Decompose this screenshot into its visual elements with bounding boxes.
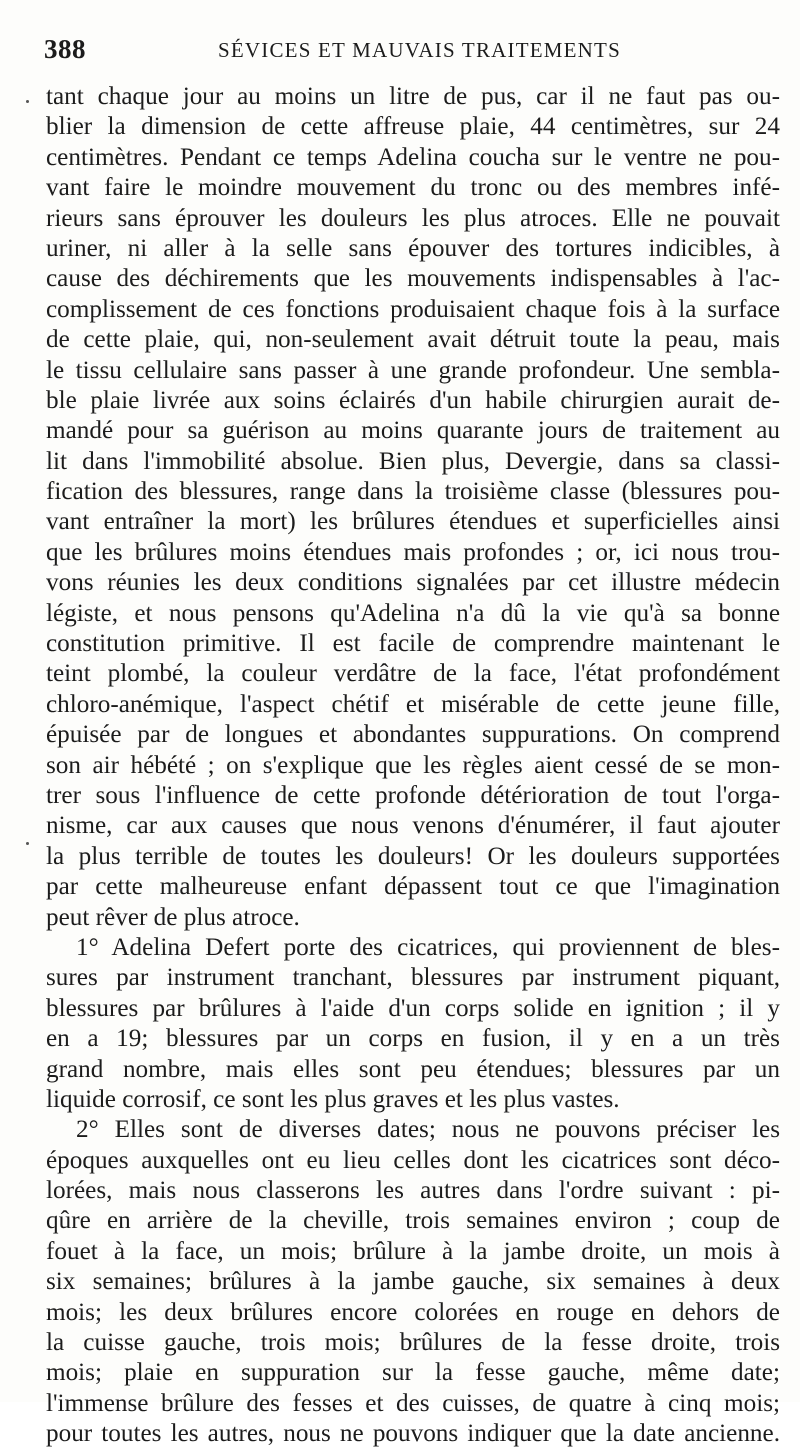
- text-line: mandé pour sa guérison au moins quarante jours de traitement au: [46, 417, 780, 445]
- text-line: de cette plaie, qui, non-seulement avait détruit toute la peau, mais: [46, 326, 780, 354]
- text-line: lit dans l'immobilité absolue. Bien plus, Devergie, dans sa classi-: [46, 447, 780, 475]
- text-line: vant faire le moindre mouvement du tronc ou des membres infé-: [46, 174, 780, 202]
- text-line: que les brûlures moins étendues mais profondes ; or, ici nous trou-: [46, 538, 780, 566]
- text-line: lorées, mais nous classerons les autres dans l'ordre suivant : pi-: [46, 1177, 780, 1205]
- body-text: [46, 82, 780, 1448]
- page-number: 388: [44, 34, 86, 64]
- text-line: centimètres. Pendant ce temps Adelina coucha sur le ventre ne pou-: [46, 143, 780, 171]
- text-line: le tissu cellulaire sans passer à une grande profondeur. Une sembla-: [46, 356, 780, 384]
- text-line: rieurs sans éprouver les douleurs les plus atroces. Elle ne pouvait: [46, 204, 780, 232]
- text-line: constitution primitive. Il est facile de comprendre maintenant le: [46, 630, 780, 658]
- numbered-paragraph-start: 2° Elles sont de diverses dates; nous ne pouvons préciser les: [76, 1116, 780, 1144]
- text-line: tant chaque jour au moins un litre de pus, car il ne faut pas ou-: [46, 83, 780, 110]
- text-line: sures par instrument tranchant, blessures par instrument piquant,: [46, 964, 780, 992]
- text-line: époques auxquelles ont eu lieu celles dont les cicatrices sont déco-: [46, 1146, 780, 1174]
- text-line: grand nombre, mais elles sont peu étendues; blessures par un: [46, 1055, 780, 1083]
- text-line: chloro-anémique, l'aspect chétif et misérable de cette jeune fille,: [46, 690, 780, 718]
- text-line: pour toutes les autres, nous ne pouvons indiquer que la date ancienne.: [46, 1420, 780, 1448]
- text-line: son air hébété ; on s'explique que les règles aient cessé de se mon-: [46, 751, 780, 779]
- text-line: par cette malheureuse enfant dépassent tout ce que l'imagination: [46, 873, 780, 901]
- text-line: la plus terrible de toutes les douleurs! Or les douleurs supportées: [46, 842, 780, 870]
- text-line: épuisée par de longues et abondantes suppurations. On comprend: [46, 721, 780, 749]
- numbered-paragraph-start: 1° Adelina Defert porte des cicatrices, qui proviennent de bles-: [76, 933, 780, 961]
- text-line: mois; les deux brûlures encore colorées en rouge en dehors de: [46, 1298, 780, 1326]
- text-line: cause des déchirements que les mouvements indispensables à l'ac-: [46, 265, 780, 293]
- margin-speck: [26, 100, 29, 103]
- text-line: la cuisse gauche, trois mois; brûlures de la fesse droite, trois: [46, 1329, 780, 1357]
- text-line: fouet à la face, un mois; brûlure à la jambe droite, un mois à: [46, 1237, 780, 1265]
- text-line: blessures par brûlures à l'aide d'un corps solide en ignition ; il y: [46, 994, 780, 1022]
- text-line: qûre en arrière de la cheville, trois semaines environ ; coup de: [46, 1207, 780, 1235]
- text-line: l'immense brûlure des fesses et des cuisses, de quatre à cinq mois;: [46, 1389, 780, 1417]
- text-line: mois; plaie en suppuration sur la fesse gauche, même date;: [46, 1359, 780, 1387]
- text-line: uriner, ni aller à la selle sans épouver des tortures indicibles, à: [46, 234, 780, 262]
- text-line: fication des blessures, range dans la troisième classe (blessures pou-: [46, 478, 780, 506]
- paragraph-end-line: liquide corrosif, ce sont les plus graves et les plus vastes.: [46, 1085, 620, 1113]
- text-line: blier la dimension de cette affreuse plaie, 44 centimètres, sur 24: [46, 113, 780, 141]
- text-line: ble plaie livrée aux soins éclairés d'un habile chirurgien aurait de-: [46, 386, 780, 414]
- text-line: nisme, car aux causes que nous venons d'énumérer, il faut ajouter: [46, 812, 780, 840]
- text-line: légiste, et nous pensons qu'Adelina n'a dû la vie qu'à sa bonne: [46, 599, 780, 627]
- paragraph-end-line: peut rêver de plus atroce.: [46, 903, 300, 931]
- text-line: vons réunies les deux conditions signalées par cet illustre médecin: [46, 569, 780, 597]
- text-line: vant entraîner la mort) les brûlures étendues et superficielles ainsi: [46, 508, 780, 536]
- margin-speck: [26, 842, 29, 845]
- running-head: [44, 34, 764, 70]
- text-line: teint plombé, la couleur verdâtre de la face, l'état profondément: [46, 660, 780, 688]
- text-line: six semaines; brûlures à la jambe gauche, six semaines à deux: [46, 1268, 780, 1296]
- running-title: SÉVICES ET MAUVAIS TRAITEMENTS: [218, 38, 621, 62]
- text-line: trer sous l'influence de cette profonde détérioration de tout l'orga-: [46, 781, 780, 809]
- text-line: en a 19; blessures par un corps en fusion, il y en a un très: [46, 1025, 780, 1053]
- text-line: complissement de ces fonctions produisaient chaque fois à la surface: [46, 295, 780, 323]
